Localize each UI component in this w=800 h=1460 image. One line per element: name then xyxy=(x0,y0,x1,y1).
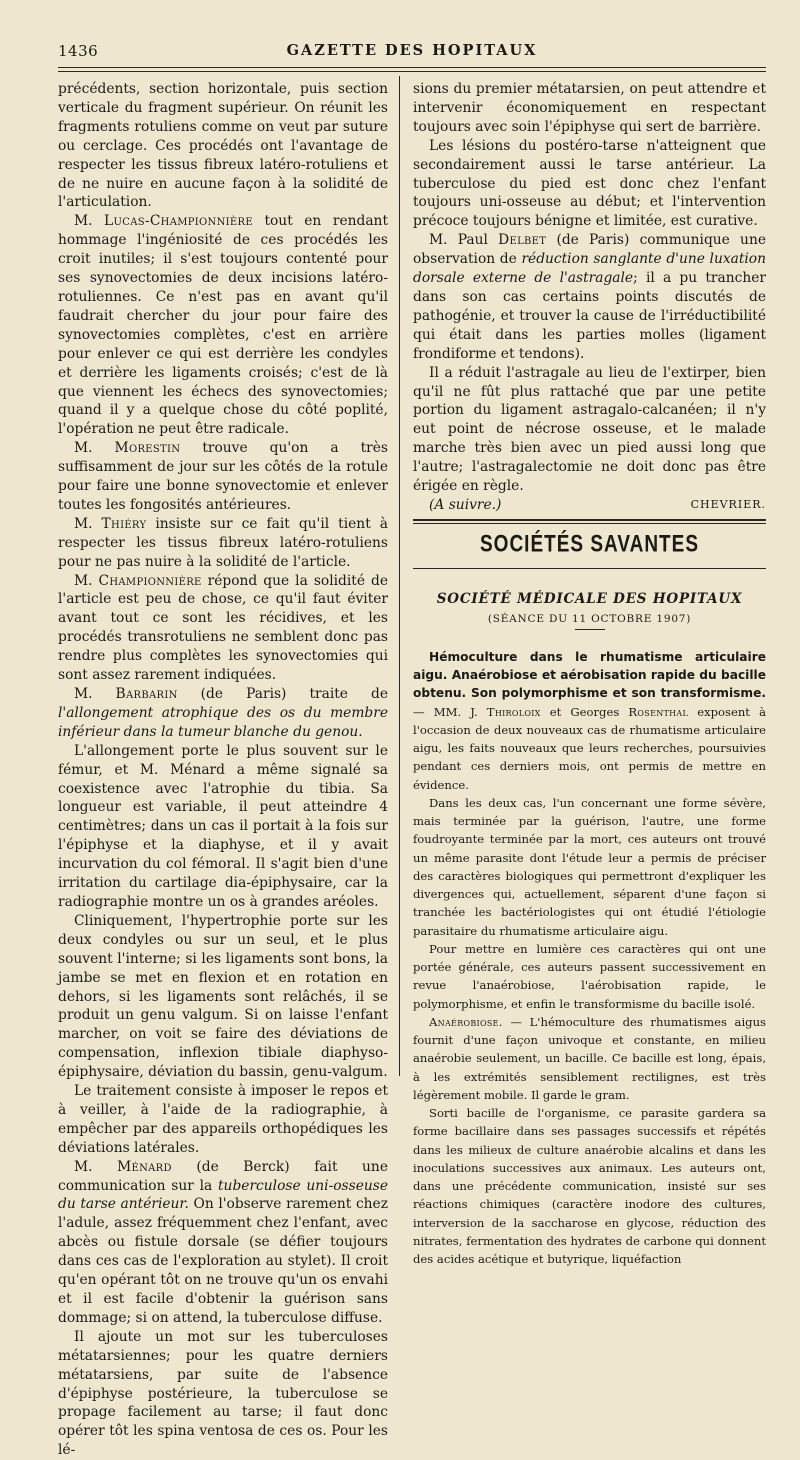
article-end xyxy=(413,496,766,515)
paragraph xyxy=(58,212,388,439)
text-run: et Georges xyxy=(540,704,629,719)
journal-title: GAZETTE DES HOPITAUX xyxy=(286,42,538,59)
paragraph xyxy=(413,648,766,794)
text-run: réduction sanglante d'une luxation dorsale externe de l'astragale xyxy=(413,251,766,287)
text-run: (de Paris) communique une observation de xyxy=(413,232,766,268)
text-run: répond que la solidité de l'article est peu de chose, ce qu'il faut éviter avant tout ce sont les récidives, et les procédés transrotuliens ne semblent donc pas rendre plus complètes les synovectomies qui sont assez rarement indiquées. xyxy=(58,572,388,684)
text-run: M. xyxy=(74,515,102,532)
short-rule xyxy=(575,629,605,630)
paragraph xyxy=(413,940,766,1013)
paragraph xyxy=(58,1158,388,1328)
text-run: (de Berck) fait une communication sur la xyxy=(58,1158,388,1194)
paragraph xyxy=(58,685,388,742)
text-run: Delbet xyxy=(498,232,547,249)
text-run: précédents, section horizontale, puis section verticale du fragment supérieur. On réunit les fragments rotuliens comme on veut par suture ou cerclage. Ces procédés ont l'avantage de respecter les tissus fibreux latéro-rotuliens et de ne nuire en aucune façon à la solidité de l'articulation. xyxy=(58,81,388,211)
paragraph xyxy=(413,1104,766,1268)
page-number: 1436 xyxy=(58,42,99,60)
paragraph xyxy=(58,439,388,515)
text-run: exposent à l'occasion de deux nouveaux cas de rhumatisme articulaire aigu, les faits nouveaux que leurs recherches, poursuivies pendant ces derniers mois, ont permis de mettre en évidence. xyxy=(413,704,766,792)
paragraph xyxy=(413,794,766,940)
section-title: SOCIÉTÉS SAVANTES xyxy=(480,531,699,558)
text-run: trouve qu'on a très suffisamment de jour sur les côtés de la rotule pour faire une bonne synovectomie et enlever toutes les fongosités antérieures. xyxy=(58,440,388,513)
text-run: Thiroloix xyxy=(486,704,541,719)
text-run: M. xyxy=(74,213,105,230)
paragraph xyxy=(58,572,388,685)
text-run: Hémoculture dans le rhumatisme articulaire aigu. Anaérobiose et aérobisation rapide du bacille obtenu. Son polymorphisme et son transformisme. xyxy=(413,649,766,701)
text-run: Anaérobiose. xyxy=(429,1014,503,1029)
text-run: M. xyxy=(74,440,115,457)
text-run: M. xyxy=(74,1158,118,1175)
text-run: Cliniquement, l'hypertrophie porte sur les deux condyles ou sur un seul, et le plus souvent l'interne; si les ligaments sont bons, la jambe se met en flexion et en rotation en dehors, si les ligaments sont relâchés, il se produit un genu valgum. Si on laisse l'enfant marcher, on voit se faire des déviations de compensation, inflexion tibiale diaphyso-épiphysaire, déviation du bassin, genu-valgum. xyxy=(58,912,388,1081)
text-run: Dans les deux cas, l'un concernant une forme sévère, mais terminée par la guérison, l'autre, une forme foudroyante terminée par la mort, ces auteurs ont trouvé un même parasite dont l'étude leur a permis de préciser des caractères biologiques qui permettront d'expliquer les divergences qui, actuellement, séparent d'une façon si tranchée les bactériologistes qui ont étudié l'étiologie parasitaire du rhumatisme articulaire aigu. xyxy=(413,795,766,938)
text-run: l'allongement atrophique des os du membre inférieur dans la tumeur blanche du genou. xyxy=(58,704,388,740)
society-report xyxy=(413,648,766,1269)
to-be-continued: (A suivre.) xyxy=(429,496,502,513)
running-header xyxy=(58,42,766,64)
session-date: (SÉANCE DU 11 OCTOBRE 1907) xyxy=(487,612,692,625)
text-run: On l'observe rarement chez l'adule, assez fréquemment chez l'enfant, avec abcès ou fistule dorsale (se défier toujours dans ces cas de l'exploration au stylet). Il croit qu'en opérant tôt on ne trouve qu'un os envahi et il est facile d'obtenir la guérison sans dommage; si on attend, la tuberculose diffuse. xyxy=(58,1196,388,1326)
text-run: Pour mettre en lumière ces caractères qui ont une portée générale, ces auteurs passent successivement en revue l'anaérobiose, l'aérobisation rapide, le polymorphisme, et enfin le transformisme du bacille isolé. xyxy=(413,941,766,1011)
text-run: Thiéry xyxy=(101,515,147,532)
text-run: sions du premier métatarsien, on peut attendre et intervenir économiquement en respectant toujours avec soin l'épiphyse qui sert de barrière. xyxy=(413,81,766,135)
paragraph xyxy=(413,364,766,496)
text-run: M. Paul xyxy=(429,232,499,249)
text-run: Le traitement consiste à imposer le repos et à veiller, à l'aide de la radiographie, à empêcher par des appareils orthopédiques les déviations latérales. xyxy=(58,1083,388,1156)
text-run: Rosenthal xyxy=(628,704,689,719)
text-run: Barbarin xyxy=(115,686,178,702)
text-run: Lucas-Championnière xyxy=(104,213,253,230)
text-run: Championnière xyxy=(98,572,202,589)
text-run: Il a réduit l'astragale au lieu de l'extirper, bien qu'il ne fût plus rattaché que par une petite portion du ligament astragalo-calcanéen; il n'y eut point de nécrose osseuse, et le malade marche très bien avec un pied aussi long que l'autre; l'astragalectomie ne doit donc pas être érigée en règle. xyxy=(413,364,766,495)
paragraph xyxy=(413,231,766,363)
section-rule-single xyxy=(413,568,766,569)
text-run: ; il a pu trancher dans son cas certains points discutés de pathogénie, et trouver la cause de l'irréductibilité qui était dans les parties molles (ligament frondiforme et tendons). xyxy=(413,270,766,362)
text-run: Il ajoute un mot sur les tuberculoses métatarsiennes; pour les quatre derniers métatarsiens, par suite de l'absence d'épiphyse postérieure, la tuberculose se propage facilement au tarse; il faut donc opérer tôt les spina ventosa de ces os. Pour les lé- xyxy=(58,1328,388,1459)
text-run: Ménard xyxy=(117,1158,172,1175)
paragraph xyxy=(58,1082,388,1158)
text-run: Les lésions du postéro-tarse n'atteignent que secondairement aussi le tarse antérieur. La tuberculose du pied est donc chez l'enfant toujours uni-osseuse au début; et l'intervention précoce toujours bénigne et limitée, est curative. xyxy=(413,137,766,230)
paragraph xyxy=(58,80,388,212)
text-run: Morestin xyxy=(114,440,181,457)
right-column xyxy=(413,80,766,1268)
paragraph xyxy=(58,912,388,1082)
paragraph xyxy=(413,1013,766,1104)
text-run: — MM. J. xyxy=(413,704,487,719)
text-run: M. xyxy=(74,572,99,589)
text-run: (de Paris) traite de xyxy=(177,686,388,702)
paragraph xyxy=(58,515,388,572)
author-signature: CHEVRIER. xyxy=(690,497,766,511)
paragraph xyxy=(413,80,766,137)
right-column-text xyxy=(413,80,766,496)
paragraph xyxy=(413,137,766,232)
header-rule-top xyxy=(58,67,766,68)
paragraph xyxy=(58,742,388,912)
section-rule-double xyxy=(413,519,766,524)
header-rule-bottom xyxy=(58,71,766,72)
text-run: insiste sur ce fait qu'il tient à respecter les tissus fibreux latéro-rotuliens pour ne pas nuire à la solidité de l'article. xyxy=(58,515,388,570)
society-name: SOCIÉTÉ MÉDICALE DES HOPITAUX xyxy=(436,590,743,607)
column-separator xyxy=(399,76,400,1076)
text-run: M. xyxy=(74,686,116,702)
left-column xyxy=(58,80,388,1460)
text-run: Sorti bacille de l'organisme, ce parasite gardera sa forme bacillaire dans ses passages successifs et répétés dans les milieux de culture anaérobie alcalins et dans les inoculations successives aux animaux. Les auteurs ont, dans une précédente communication, insisté sur ses réactions chimiques (caractère inodore des cultures, interversion de la saccharose en glycose, réduction des nitrates, fermentation des hydrates de carbone qui donnent des acides acétique et butyrique, liquéfaction xyxy=(413,1106,766,1267)
text-run: L'allongement porte le plus souvent sur le fémur, et M. Ménard a même signalé sa coexistence avec l'atrophie du tibia. Sa longueur est variable, il peut atteindre 4 centimètres; dans un cas il portait à la fois sur l'épiphyse et la diaphyse, et il y avait incurvation du col fémoral. Il s'agit bien d'une irritation du cartilage dia-épiphysaire, car la radiographie montre un os à grandes aréoles. xyxy=(58,742,388,910)
text-run: tout en rendant hommage l'ingéniosité de ces procédés les croit inutiles; il s'est toujours contenté pour ses synovectomies de deux incisions latéro-rotuliennes. Ce n'est pas en avant qu'il faudrait chercher du jour pour faire des synovectomies complètes, c'est en arrière pour enlever ce qui est derrière les condyles et derrière les ligaments croisés; c'est de là que viennent les échecs des synovectomies; quand il y a quelque chose du côté poplité, l'opération ne peut être radicale. xyxy=(58,213,388,438)
paragraph xyxy=(58,1328,388,1460)
text-run: tuberculose uni-osseuse du tarse antérieur. xyxy=(58,1177,388,1213)
text-run: — L'hémoculture des rhumatismes aigus fournit d'une façon univoque et constante, en milieu anaérobie seulement, un bacille. Ce bacille est long, épais, à les extrémités sensiblement rectilignes, est très légèrement mobile. Il garde le gram. xyxy=(413,1014,766,1102)
